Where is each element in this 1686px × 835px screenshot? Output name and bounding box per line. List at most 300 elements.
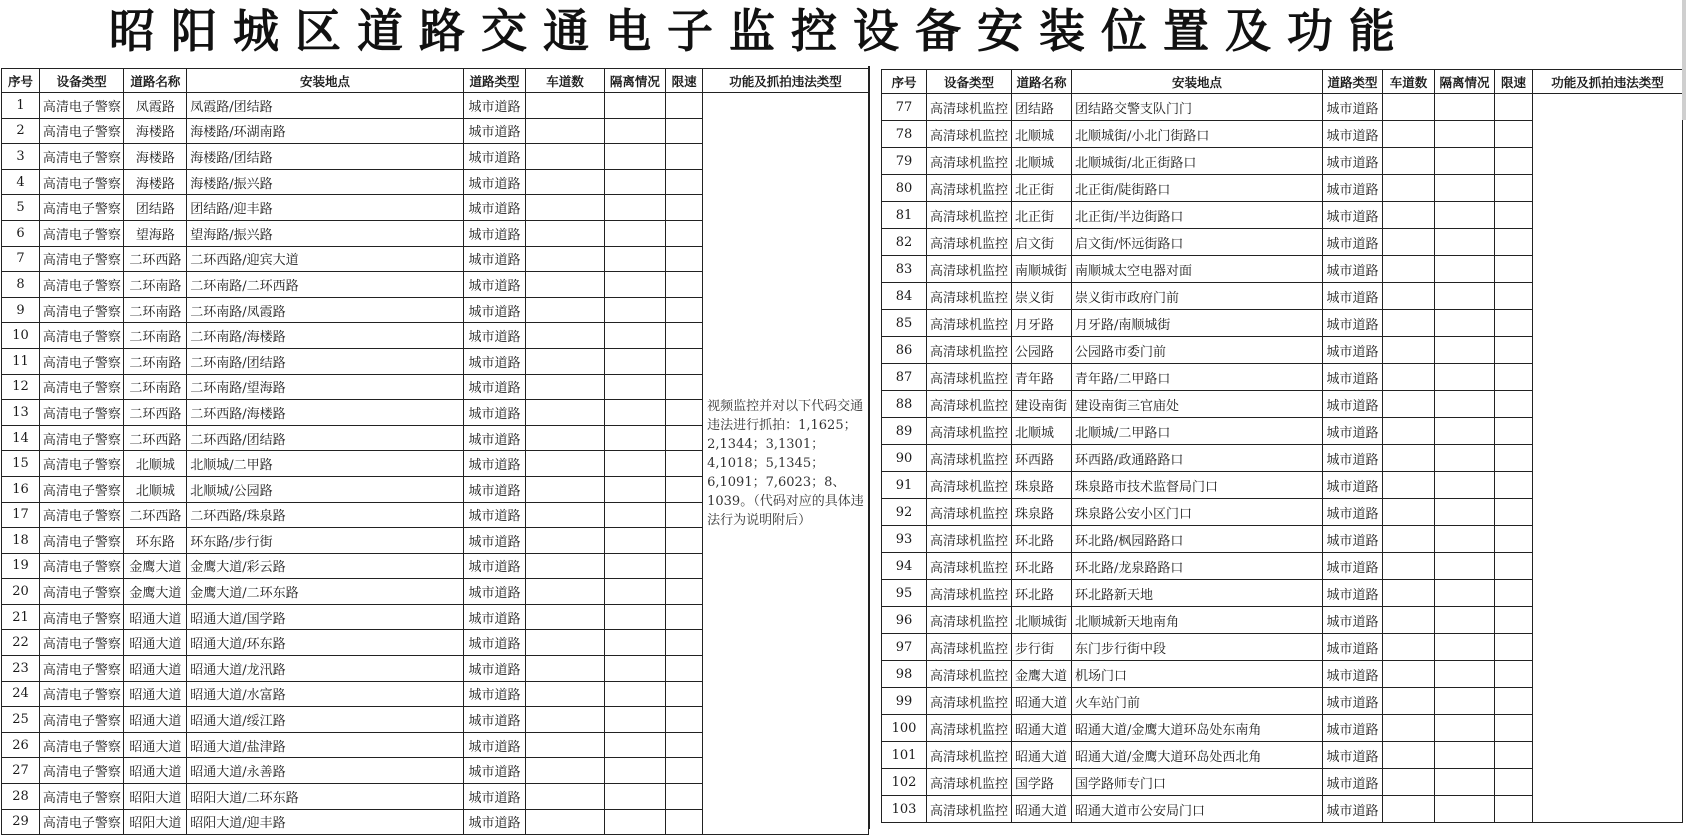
column-header: 隔离情况 xyxy=(1435,70,1495,94)
table-cell: 国学路师专门口 xyxy=(1072,769,1323,796)
table-cell-empty xyxy=(604,528,666,554)
table-cell: 昭通大道 xyxy=(124,732,187,758)
table-cell-empty xyxy=(526,425,604,451)
table-cell: 城市道路 xyxy=(1323,742,1383,769)
table-cell-empty xyxy=(1495,310,1533,337)
table-cell: 城市道路 xyxy=(1323,229,1383,256)
table-cell-empty xyxy=(666,272,703,298)
table-cell: 87 xyxy=(882,364,927,391)
table-cell: 高清球机监控 xyxy=(927,121,1012,148)
table-cell: 昭通大道/国学路 xyxy=(187,604,463,630)
table-cell: 103 xyxy=(882,796,927,823)
table-cell: 城市道路 xyxy=(463,502,526,528)
table-cell-empty xyxy=(604,272,666,298)
table-cell-empty xyxy=(526,451,604,477)
table-cell: 高清球机监控 xyxy=(927,607,1012,634)
table-cell-empty xyxy=(526,732,604,758)
table-cell-empty xyxy=(1495,94,1533,121)
table-cell: 昭通大道/永善路 xyxy=(187,758,463,784)
table-cell-empty xyxy=(1495,283,1533,310)
table-cell: 84 xyxy=(882,283,927,310)
table-cell: 16 xyxy=(2,476,40,502)
table-cell-empty xyxy=(666,528,703,554)
table-cell-empty xyxy=(666,476,703,502)
table-cell: 昭通大道 xyxy=(1012,715,1072,742)
table-cell: 昭通大道 xyxy=(124,707,187,733)
table-cell-empty xyxy=(666,553,703,579)
table-cell: 100 xyxy=(882,715,927,742)
table-cell-empty xyxy=(666,169,703,195)
table-cell: 城市道路 xyxy=(1323,310,1383,337)
table-cell-empty xyxy=(526,195,604,221)
table-cell-empty xyxy=(1383,715,1435,742)
table-cell-empty xyxy=(666,630,703,656)
table-cell: 8 xyxy=(2,272,40,298)
table-cell: 二环南路 xyxy=(124,297,187,323)
table-cell-empty xyxy=(526,528,604,554)
table-cell: 86 xyxy=(882,337,927,364)
table-cell-empty xyxy=(1435,607,1495,634)
table-cell: 城市道路 xyxy=(463,323,526,349)
table-cell-empty xyxy=(1435,283,1495,310)
table-cell: 二环南路/二环西路 xyxy=(187,272,463,298)
table-cell: 东门步行街中段 xyxy=(1072,634,1323,661)
table-cell-empty xyxy=(1495,553,1533,580)
table-cell: 昭通大道 xyxy=(1012,742,1072,769)
table-cell-empty xyxy=(1435,175,1495,202)
table-cell: 高清电子警察 xyxy=(39,195,124,221)
table-cell: 高清电子警察 xyxy=(39,630,124,656)
table-cell-empty xyxy=(1383,769,1435,796)
table-cell: 金鹰大道/二环东路 xyxy=(187,579,463,605)
table-cell: 高清球机监控 xyxy=(927,229,1012,256)
table-cell-empty xyxy=(1383,175,1435,202)
table-cell: 14 xyxy=(2,425,40,451)
table-cell: 城市道路 xyxy=(1323,472,1383,499)
table-cell: 3 xyxy=(2,144,40,170)
table-cell: 高清电子警察 xyxy=(39,809,124,835)
table-cell: 99 xyxy=(882,688,927,715)
table-cell: 城市道路 xyxy=(463,297,526,323)
table-cell: 环东路 xyxy=(124,528,187,554)
table-cell: 78 xyxy=(882,121,927,148)
table-cell: 高清球机监控 xyxy=(927,445,1012,472)
table-cell-empty xyxy=(1495,391,1533,418)
table-cell-empty xyxy=(1435,580,1495,607)
table-cell-empty xyxy=(1383,283,1435,310)
table-cell: 城市道路 xyxy=(463,451,526,477)
table-cell-empty xyxy=(604,220,666,246)
table-cell: 北正街/半边街路口 xyxy=(1072,202,1323,229)
table-cell-empty xyxy=(1495,445,1533,472)
table-cell: 城市道路 xyxy=(463,374,526,400)
table-cell: 二环西路/团结路 xyxy=(187,425,463,451)
table-cell-empty xyxy=(526,272,604,298)
table-cell-empty xyxy=(526,374,604,400)
table-cell: 步行街 xyxy=(1012,634,1072,661)
table-cell: 北顺城 xyxy=(124,451,187,477)
table-cell: 85 xyxy=(882,310,927,337)
table-cell: 海楼路 xyxy=(124,118,187,144)
table-cell-empty xyxy=(1383,553,1435,580)
table-cell: 二环西路 xyxy=(124,425,187,451)
table-cell: 高清电子警察 xyxy=(39,451,124,477)
table-cell: 26 xyxy=(2,732,40,758)
table-cell: 城市道路 xyxy=(1323,148,1383,175)
column-header: 车道数 xyxy=(526,69,604,93)
table-cell: 高清电子警察 xyxy=(39,400,124,426)
column-header: 隔离情况 xyxy=(604,69,666,93)
table-cell-empty xyxy=(1383,796,1435,823)
column-header: 道路类型 xyxy=(1323,70,1383,94)
table-cell: 城市道路 xyxy=(463,195,526,221)
table-cell-empty xyxy=(604,604,666,630)
function-description: 视频监控并对以下代码交通违法进行抓拍：1,1625；2,1344；3,1301；4,1018；5,1345；6,1091；7,6023；8、1039。（代码对应的具体违法行为说明附后） xyxy=(703,93,869,835)
table-cell: 环北路/龙泉路路口 xyxy=(1072,553,1323,580)
table-cell: 102 xyxy=(882,769,927,796)
table-cell: 10 xyxy=(2,323,40,349)
table-cell: 城市道路 xyxy=(463,604,526,630)
table-cell-empty xyxy=(666,758,703,784)
table-cell-empty xyxy=(1495,256,1533,283)
table-cell: 城市道路 xyxy=(463,93,526,119)
table-cell-empty xyxy=(1435,391,1495,418)
table-cell-empty xyxy=(1495,769,1533,796)
table-cell: 高清电子警察 xyxy=(39,297,124,323)
table-cell: 北顺城/公园路 xyxy=(187,476,463,502)
table-cell: 高清球机监控 xyxy=(927,580,1012,607)
table-cell-empty xyxy=(1383,526,1435,553)
table-cell: 高清电子警察 xyxy=(39,528,124,554)
table-cell: 城市道路 xyxy=(463,272,526,298)
table-cell: 城市道路 xyxy=(1323,391,1383,418)
table-cell: 机场门口 xyxy=(1072,661,1323,688)
table-cell: 建设南街 xyxy=(1012,391,1072,418)
table-cell: 城市道路 xyxy=(1323,364,1383,391)
table-cell: 金鹰大道 xyxy=(124,553,187,579)
table-cell: 二环西路/珠泉路 xyxy=(187,502,463,528)
table-cell: 二环南路 xyxy=(124,272,187,298)
table-cell: 城市道路 xyxy=(463,553,526,579)
table-cell-empty xyxy=(1495,634,1533,661)
table-cell: 二环西路 xyxy=(124,502,187,528)
table-cell: 珠泉路市技术监督局门口 xyxy=(1072,472,1323,499)
table-cell: 高清球机监控 xyxy=(927,688,1012,715)
table-cell: 建设南街三官庙处 xyxy=(1072,391,1323,418)
table-cell-empty xyxy=(604,707,666,733)
table-cell: 94 xyxy=(882,553,927,580)
table-cell: 城市道路 xyxy=(1323,607,1383,634)
table-cell: 88 xyxy=(882,391,927,418)
table-cell-empty xyxy=(526,246,604,272)
table-cell-empty xyxy=(526,297,604,323)
table-cell: 二环南路 xyxy=(124,348,187,374)
table-cell-empty xyxy=(1383,688,1435,715)
table-cell: 19 xyxy=(2,553,40,579)
table-cell: 二环南路/望海路 xyxy=(187,374,463,400)
table-cell-empty xyxy=(604,476,666,502)
table-cell-empty xyxy=(1435,121,1495,148)
table-cell: 二环南路/凤霞路 xyxy=(187,297,463,323)
table-cell-empty xyxy=(604,246,666,272)
table-cell: 20 xyxy=(2,579,40,605)
table-cell: 高清电子警察 xyxy=(39,476,124,502)
table-cell: 珠泉路公安小区门口 xyxy=(1072,499,1323,526)
table-cell-empty xyxy=(1435,688,1495,715)
table-cell: 昭通大道 xyxy=(1012,688,1072,715)
table-cell: 启文街 xyxy=(1012,229,1072,256)
table-cell: 城市道路 xyxy=(463,425,526,451)
table-cell: 城市道路 xyxy=(1323,688,1383,715)
table-cell-empty xyxy=(526,604,604,630)
table-cell-empty xyxy=(666,579,703,605)
table-cell: 高清球机监控 xyxy=(927,175,1012,202)
table-cell: 高清电子警察 xyxy=(39,681,124,707)
table-cell: 昭通大道 xyxy=(124,630,187,656)
table-cell-empty xyxy=(1495,364,1533,391)
table-cell-empty xyxy=(1435,418,1495,445)
table-cell: 79 xyxy=(882,148,927,175)
column-header: 安装地点 xyxy=(1072,70,1323,94)
table-cell: 高清球机监控 xyxy=(927,391,1012,418)
table-cell: 城市道路 xyxy=(463,681,526,707)
table-cell-empty xyxy=(666,348,703,374)
table-cell: 92 xyxy=(882,499,927,526)
table-cell: 城市道路 xyxy=(463,656,526,682)
table-cell: 海楼路/振兴路 xyxy=(187,169,463,195)
table-cell-empty xyxy=(1495,202,1533,229)
table-cell: 环东路/步行街 xyxy=(187,528,463,554)
table-cell: 高清球机监控 xyxy=(927,310,1012,337)
table-cell: 城市道路 xyxy=(463,144,526,170)
table-cell-empty xyxy=(666,502,703,528)
table-cell-empty xyxy=(1495,742,1533,769)
table-cell-empty xyxy=(1435,796,1495,823)
table-cell-empty xyxy=(526,656,604,682)
table-cell: 7 xyxy=(2,246,40,272)
table-cell-empty xyxy=(1383,472,1435,499)
table-cell: 高清球机监控 xyxy=(927,94,1012,121)
table-cell-empty xyxy=(666,297,703,323)
table-cell: 高清球机监控 xyxy=(927,202,1012,229)
table-cell-empty xyxy=(1383,310,1435,337)
table-cell-empty xyxy=(604,553,666,579)
table-cell: 2 xyxy=(2,118,40,144)
table-cell-empty xyxy=(526,118,604,144)
table-cell-empty xyxy=(1383,94,1435,121)
table-cell: 金鹰大道/彩云路 xyxy=(187,553,463,579)
table-cell-empty xyxy=(1435,445,1495,472)
table-cell: 二环南路/团结路 xyxy=(187,348,463,374)
table-cell-empty xyxy=(1383,418,1435,445)
table-cell: 北顺城 xyxy=(1012,418,1072,445)
table-cell: 昭通大道 xyxy=(124,656,187,682)
table-cell: 环北路 xyxy=(1012,553,1072,580)
table-cell-empty xyxy=(526,144,604,170)
table-cell: 金鹰大道 xyxy=(124,579,187,605)
table-cell: 环北路新天地 xyxy=(1072,580,1323,607)
table-cell: 环北路 xyxy=(1012,580,1072,607)
table-cell-empty xyxy=(1383,661,1435,688)
table-cell-empty xyxy=(526,579,604,605)
table-cell: 93 xyxy=(882,526,927,553)
table-cell: 高清球机监控 xyxy=(927,472,1012,499)
table-cell: 89 xyxy=(882,418,927,445)
table-cell-empty xyxy=(1495,607,1533,634)
table-cell-empty xyxy=(604,681,666,707)
column-header: 设备类型 xyxy=(39,69,124,93)
table-cell: 月牙路/南顺城街 xyxy=(1072,310,1323,337)
table-cell-empty xyxy=(1435,229,1495,256)
table-cell: 城市道路 xyxy=(463,220,526,246)
table-cell: 北顺城新天地南角 xyxy=(1072,607,1323,634)
table-cell-empty xyxy=(604,656,666,682)
table-cell: 12 xyxy=(2,374,40,400)
table-cell: 凤霞路/团结路 xyxy=(187,93,463,119)
column-header: 安装地点 xyxy=(187,69,463,93)
table-cell: 北顺城街 xyxy=(1012,607,1072,634)
table-cell: 96 xyxy=(882,607,927,634)
table-cell-empty xyxy=(1495,526,1533,553)
table-cell: 昭通大道 xyxy=(124,681,187,707)
table-cell: 9 xyxy=(2,297,40,323)
table-cell-empty xyxy=(1383,256,1435,283)
table-cell-empty xyxy=(604,758,666,784)
column-header: 序号 xyxy=(882,70,927,94)
table-cell: 城市道路 xyxy=(1323,337,1383,364)
table-cell: 环北路 xyxy=(1012,526,1072,553)
table-cell: 城市道路 xyxy=(1323,418,1383,445)
table-cell: 北正街 xyxy=(1012,202,1072,229)
table-cell: 高清球机监控 xyxy=(927,634,1012,661)
table-cell: 城市道路 xyxy=(1323,661,1383,688)
table-cell: 凤霞路 xyxy=(124,93,187,119)
table-cell: 二环西路/迎宾大道 xyxy=(187,246,463,272)
table-cell-empty xyxy=(1383,499,1435,526)
table-cell: 北正街 xyxy=(1012,175,1072,202)
table-cell: 昭通大道 xyxy=(124,758,187,784)
table-cell: 90 xyxy=(882,445,927,472)
table-cell-empty xyxy=(1435,769,1495,796)
table-cell-empty xyxy=(526,681,604,707)
table-cell: 环北路/枫园路路口 xyxy=(1072,526,1323,553)
function-cell-empty xyxy=(1533,94,1683,823)
table-cell-empty xyxy=(526,323,604,349)
table-cell: 二环西路 xyxy=(124,246,187,272)
table-cell: 海楼路/环湖南路 xyxy=(187,118,463,144)
table-cell-empty xyxy=(604,297,666,323)
table-cell: 28 xyxy=(2,784,40,810)
table-cell-empty xyxy=(1435,526,1495,553)
table-cell-empty xyxy=(1383,121,1435,148)
table-cell-empty xyxy=(604,784,666,810)
table-cell: 城市道路 xyxy=(463,784,526,810)
column-header: 道路名称 xyxy=(1012,70,1072,94)
table-cell-empty xyxy=(1495,121,1533,148)
table-cell: 城市道路 xyxy=(1323,445,1383,472)
table-cell: 高清球机监控 xyxy=(927,715,1012,742)
table-cell-empty xyxy=(1435,337,1495,364)
table-cell-empty xyxy=(666,784,703,810)
table-cell: 高清球机监控 xyxy=(927,256,1012,283)
table-cell: 城市道路 xyxy=(1323,553,1383,580)
table-cell-empty xyxy=(666,118,703,144)
table-cell: 82 xyxy=(882,229,927,256)
table-cell: 城市道路 xyxy=(463,400,526,426)
table-cell-empty xyxy=(666,707,703,733)
table-cell: 城市道路 xyxy=(1323,769,1383,796)
left-table-header xyxy=(2,69,869,93)
table-cell-empty xyxy=(1495,418,1533,445)
table-cell: 城市道路 xyxy=(1323,796,1383,823)
table-cell: 城市道路 xyxy=(1323,94,1383,121)
table-cell: 公园路市委门前 xyxy=(1072,337,1323,364)
vertical-scrollbar[interactable] xyxy=(1682,0,1686,120)
table-cell: 81 xyxy=(882,202,927,229)
table-cell: 97 xyxy=(882,634,927,661)
table-cell: 海楼路/团结路 xyxy=(187,144,463,170)
table-cell-empty xyxy=(1495,148,1533,175)
table-cell-empty xyxy=(604,323,666,349)
table-cell: 昭阳大道/迎丰路 xyxy=(187,809,463,835)
table-cell: 望海路 xyxy=(124,220,187,246)
table-cell: 月牙路 xyxy=(1012,310,1072,337)
table-cell-empty xyxy=(604,732,666,758)
table-cell: 高清电子警察 xyxy=(39,220,124,246)
table-cell: 启文街/怀远街路口 xyxy=(1072,229,1323,256)
table-cell-empty xyxy=(1495,661,1533,688)
table-cell-empty xyxy=(666,323,703,349)
table-cell: 昭通大道/龙汛路 xyxy=(187,656,463,682)
table-cell: 17 xyxy=(2,502,40,528)
table-cell: 城市道路 xyxy=(463,348,526,374)
table-cell-empty xyxy=(1495,175,1533,202)
table-cell: 101 xyxy=(882,742,927,769)
table-cell-empty xyxy=(1435,202,1495,229)
table-cell: 昭通大道/环东路 xyxy=(187,630,463,656)
table-cell: 4 xyxy=(2,169,40,195)
table-cell: 城市道路 xyxy=(1323,175,1383,202)
table-cell: 80 xyxy=(882,175,927,202)
table-cell: 11 xyxy=(2,348,40,374)
table-cell: 南顺城太空电器对面 xyxy=(1072,256,1323,283)
table-cell: 高清球机监控 xyxy=(927,499,1012,526)
table-cell: 青年路/二甲路口 xyxy=(1072,364,1323,391)
table-cell-empty xyxy=(1383,391,1435,418)
table-cell: 77 xyxy=(882,94,927,121)
table-cell-empty xyxy=(1495,499,1533,526)
table-cell: 高清球机监控 xyxy=(927,742,1012,769)
column-header: 道路类型 xyxy=(463,69,526,93)
table-cell: 高清电子警察 xyxy=(39,246,124,272)
table-cell: 1 xyxy=(2,93,40,119)
table-cell: 高清球机监控 xyxy=(927,769,1012,796)
table-cell: 望海路/振兴路 xyxy=(187,220,463,246)
table-cell: 高清电子警察 xyxy=(39,502,124,528)
table-cell: 高清电子警察 xyxy=(39,118,124,144)
table-cell-empty xyxy=(1495,337,1533,364)
table-cell: 团结路 xyxy=(1012,94,1072,121)
table-row xyxy=(882,94,1683,121)
table-cell: 高清球机监控 xyxy=(927,418,1012,445)
table-cell: 团结路 xyxy=(124,195,187,221)
table-cell: 团结路交警支队门门 xyxy=(1072,94,1323,121)
table-cell: 22 xyxy=(2,630,40,656)
table-cell: 21 xyxy=(2,604,40,630)
table-cell: 昭通大道/金鹰大道环岛处东南角 xyxy=(1072,715,1323,742)
table-cell-empty xyxy=(1495,715,1533,742)
table-cell: 昭通大道/盐津路 xyxy=(187,732,463,758)
